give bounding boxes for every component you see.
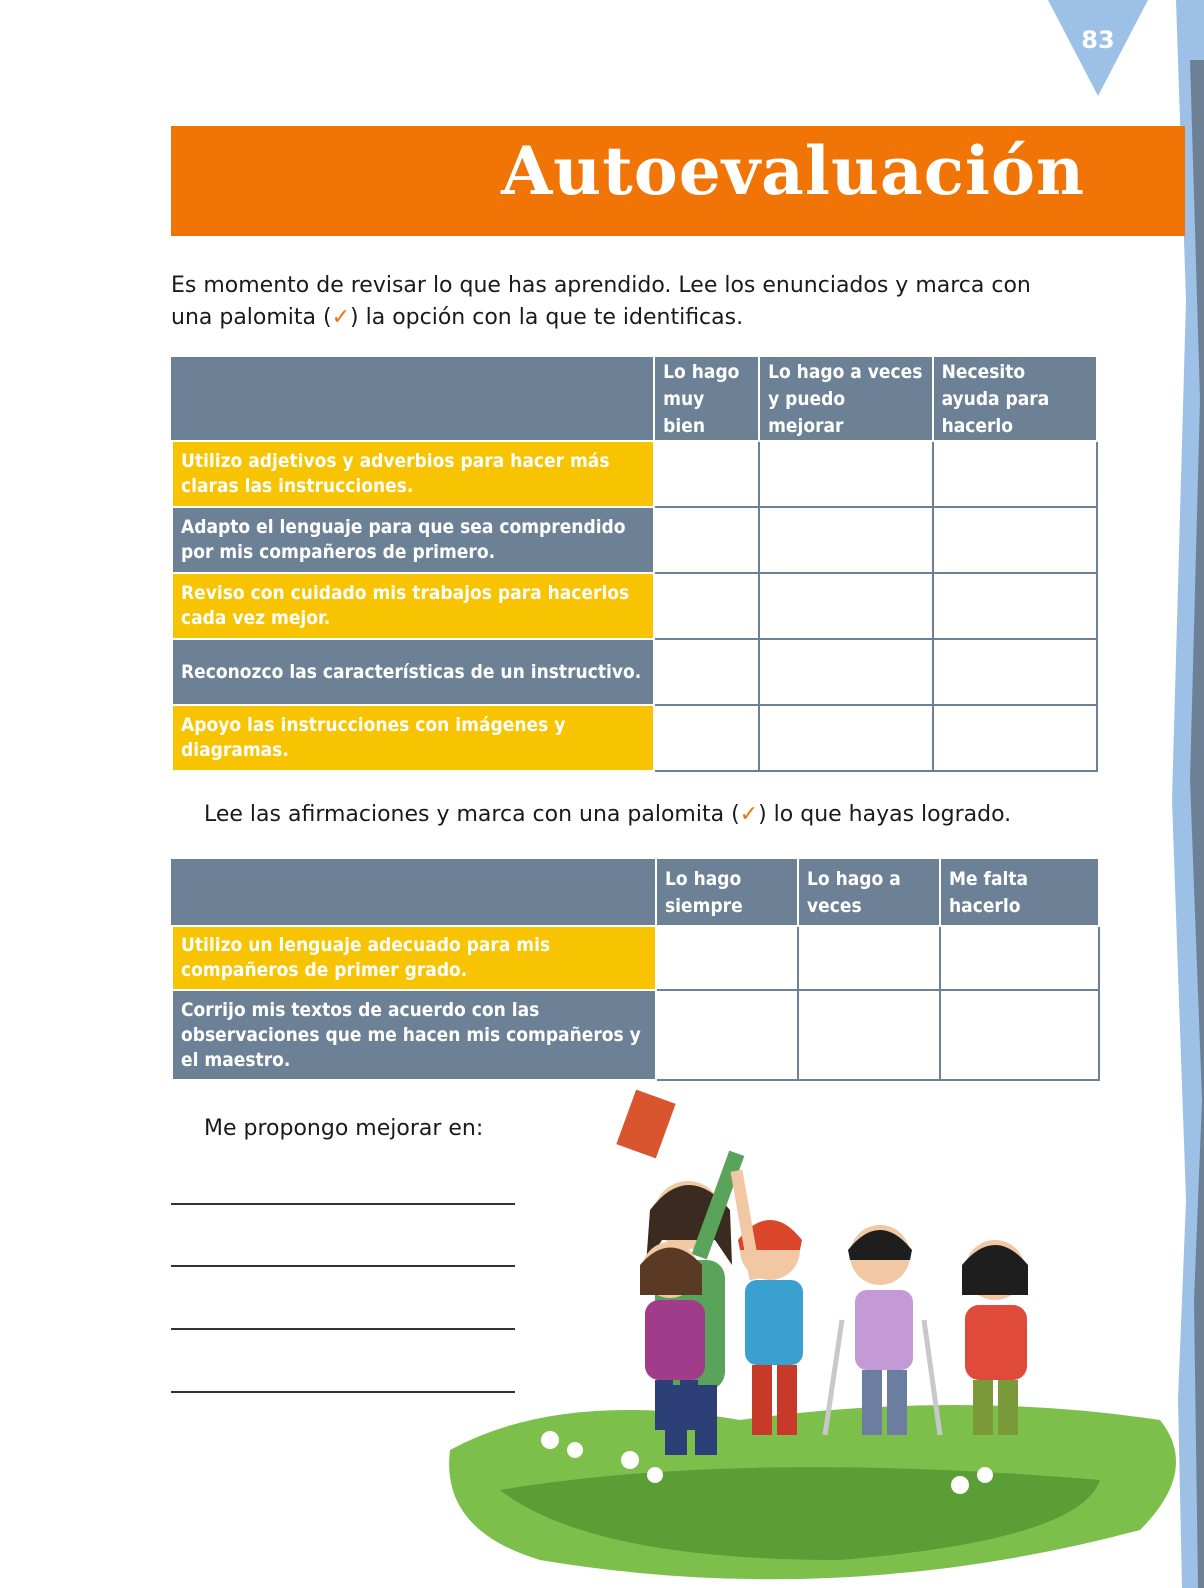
check-cell[interactable] (654, 639, 759, 705)
statement-cell: Reconozco las características de un instructivo. (172, 639, 654, 705)
table-row (172, 573, 1097, 639)
table-row (172, 639, 1097, 705)
title-banner (171, 126, 1185, 236)
statement-cell: Utilizo un lenguaje adecuado para mis compañeros de primer grado. (172, 926, 656, 990)
header-col-2: Lo hago a veces y puedo mejorar (759, 358, 933, 441)
check-cell[interactable] (798, 990, 940, 1080)
header-col-3: Me falta hacerlo (940, 860, 1099, 926)
check-cell[interactable] (759, 507, 933, 573)
instruction-text-end: ) lo que hayas logrado. (758, 802, 1012, 827)
statement-cell: Corrijo mis textos de acuerdo con las observaciones que me hacen mis compañeros y el maestro. (172, 990, 656, 1080)
table-row (172, 441, 1097, 507)
check-cell[interactable] (759, 573, 933, 639)
check-cell[interactable] (933, 507, 1097, 573)
check-cell[interactable] (933, 441, 1097, 507)
table-row (172, 705, 1097, 771)
achievements-instruction (204, 802, 1011, 827)
statement-cell: Apoyo las instrucciones con imágenes y diagramas. (172, 705, 654, 771)
check-cell[interactable] (759, 441, 933, 507)
header-col-2: Lo hago a veces (798, 860, 940, 926)
instruction-text-start: Lee las afirmaciones y marca con una palomita ( (204, 802, 740, 827)
page-title: Autoevaluación (501, 132, 1085, 210)
intro-text-start: Es momento de revisar lo que has aprendido. Lee los enunciados y marca con una palomita ( (171, 273, 1031, 330)
header-col-3: Necesito ayuda para hacerlo (933, 358, 1097, 441)
check-cell[interactable] (940, 990, 1099, 1080)
check-cell[interactable] (933, 705, 1097, 771)
table-row (172, 926, 1099, 990)
header-blank (172, 860, 656, 926)
checkmark-icon: ✓ (331, 305, 351, 330)
check-cell[interactable] (654, 705, 759, 771)
table-header-row (172, 860, 1099, 926)
check-cell[interactable] (654, 507, 759, 573)
self-evaluation-table (171, 357, 1098, 772)
check-cell[interactable] (933, 573, 1097, 639)
achievements-table (171, 859, 1100, 1081)
check-cell[interactable] (933, 639, 1097, 705)
header-col-1: Lo hago siempre (656, 860, 798, 926)
intro-text-end: ) la opción con la que te identificas. (350, 305, 744, 330)
check-cell[interactable] (654, 573, 759, 639)
header-blank (172, 358, 654, 441)
table-header-row (172, 358, 1097, 441)
statement-cell: Utilizo adjetivos y adverbios para hacer más claras las instrucciones. (172, 441, 654, 507)
table-row (172, 990, 1099, 1080)
check-cell[interactable] (759, 705, 933, 771)
intro-paragraph (171, 270, 1071, 334)
statement-cell: Adapto el lenguaje para que sea comprendido por mis compañeros de primero. (172, 507, 654, 573)
check-cell[interactable] (654, 441, 759, 507)
improvement-label: Me propongo mejorar en: (204, 1116, 484, 1141)
statement-cell: Reviso con cuidado mis trabajos para hacerlos cada vez mejor. (172, 573, 654, 639)
table-row (172, 507, 1097, 573)
check-cell[interactable] (798, 926, 940, 990)
check-cell[interactable] (940, 926, 1099, 990)
check-cell[interactable] (656, 926, 798, 990)
check-cell[interactable] (759, 639, 933, 705)
check-cell[interactable] (656, 990, 798, 1080)
header-col-1: Lo hago muy bien (654, 358, 759, 441)
children-group-illustration (440, 1090, 1200, 1588)
page-number: 83 (1081, 26, 1115, 54)
checkmark-icon: ✓ (739, 802, 759, 827)
